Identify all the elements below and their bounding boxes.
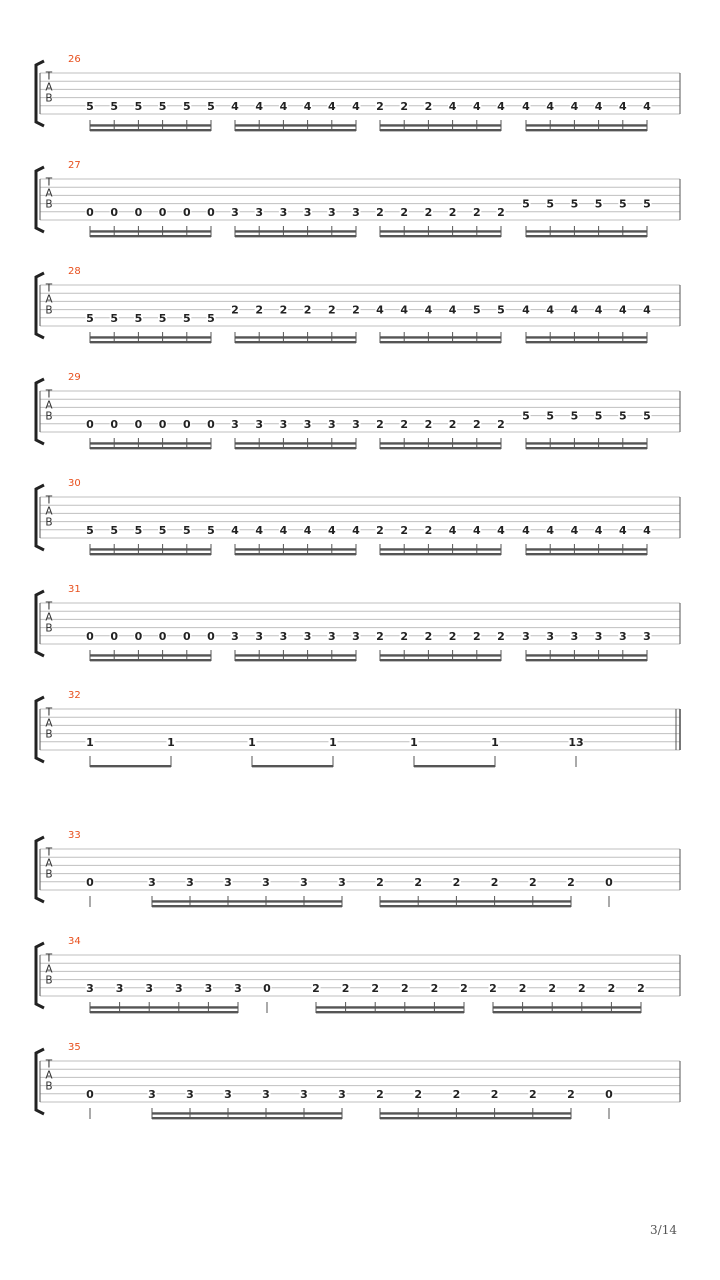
- fret-number: 0: [86, 417, 94, 431]
- fret-number: 4: [400, 303, 409, 317]
- note-group: [231, 206, 361, 237]
- fret-number: 2: [400, 99, 409, 113]
- fret-number: 4: [594, 99, 603, 113]
- note-group: [376, 630, 506, 661]
- tab-clef-letter: A: [45, 611, 53, 624]
- fret-number: 0: [182, 629, 191, 643]
- fret-number: 2: [376, 523, 384, 537]
- fret-number: 3: [352, 417, 360, 431]
- fret-number: 3: [174, 981, 183, 995]
- fret-number: 5: [497, 303, 505, 317]
- measure-number: 27: [68, 160, 81, 171]
- fret-number: 3: [303, 417, 312, 431]
- fret-number: 2: [255, 303, 264, 317]
- note-group: [86, 982, 243, 1013]
- fret-number: 0: [207, 205, 215, 219]
- tab-clef-letter: T: [45, 494, 53, 507]
- fret-number: 2: [376, 417, 384, 431]
- fret-number: 4: [522, 303, 530, 317]
- fret-number: 5: [570, 197, 579, 211]
- fret-number: 5: [110, 99, 119, 113]
- fret-number: 3: [145, 981, 154, 995]
- fret-number: 2: [312, 981, 320, 995]
- fret-number: 3: [618, 629, 627, 643]
- tab-clef-letter: B: [45, 622, 53, 635]
- fret-number: 3: [279, 205, 288, 219]
- note-group: [376, 1088, 576, 1119]
- measure-number: 28: [68, 266, 81, 277]
- fret-number: 2: [472, 629, 481, 643]
- fret-number: 5: [134, 523, 143, 537]
- fret-number: 13: [568, 735, 584, 749]
- fret-number: 4: [618, 303, 627, 317]
- fret-number: 0: [134, 205, 143, 219]
- note-group: [86, 206, 216, 237]
- fret-number: 2: [400, 981, 409, 995]
- fret-number: 4: [594, 303, 603, 317]
- note-group: [86, 100, 216, 131]
- fret-number: 0: [263, 981, 271, 995]
- note-group: [231, 100, 361, 131]
- fret-number: 3: [303, 205, 312, 219]
- fret-number: 0: [158, 629, 167, 643]
- fret-number: 5: [522, 197, 530, 211]
- fret-number: 2: [497, 417, 505, 431]
- fret-number: 4: [618, 523, 627, 537]
- fret-number: 0: [86, 1087, 94, 1101]
- fret-number: 2: [472, 205, 481, 219]
- fret-number: 5: [618, 409, 627, 423]
- fret-number: 2: [424, 417, 433, 431]
- tab-system: [36, 690, 680, 767]
- note-group: [86, 312, 216, 343]
- tab-clef-letter: B: [45, 198, 53, 211]
- note-group: [376, 524, 506, 555]
- fret-number: 2: [490, 1087, 499, 1101]
- fret-number: 5: [158, 311, 167, 325]
- note-group: [231, 418, 361, 449]
- fret-number: 5: [182, 311, 191, 325]
- fret-number: 3: [327, 417, 336, 431]
- fret-number: 5: [158, 523, 167, 537]
- fret-number: 2: [376, 99, 384, 113]
- tab-clef-letter: B: [45, 304, 53, 317]
- fret-number: 5: [134, 311, 143, 325]
- fret-number: 2: [341, 981, 350, 995]
- page-number: 3/14: [650, 1223, 677, 1237]
- tab-clef-letter: T: [45, 706, 53, 719]
- tab-system: [36, 54, 680, 131]
- fret-number: 0: [110, 629, 119, 643]
- fret-number: 3: [204, 981, 213, 995]
- tab-system: [36, 830, 680, 907]
- fret-number: 2: [279, 303, 288, 317]
- fret-number: 4: [327, 523, 336, 537]
- fret-number: 4: [327, 99, 336, 113]
- note-group: [489, 982, 646, 1013]
- fret-number: 4: [303, 99, 312, 113]
- note-group: [86, 1088, 95, 1119]
- tab-clef-letter: A: [45, 187, 53, 200]
- tab-system: [36, 936, 680, 1013]
- fret-number: 2: [518, 981, 527, 995]
- fret-number: 0: [182, 417, 191, 431]
- fret-number: 3: [300, 1087, 308, 1101]
- fret-number: 3: [86, 981, 94, 995]
- tab-system: [36, 160, 680, 237]
- note-group: [248, 736, 338, 767]
- note-group: [376, 876, 576, 907]
- tab-clef-letter: B: [45, 1080, 53, 1093]
- fret-number: 3: [262, 1087, 270, 1101]
- fret-number: 4: [448, 523, 457, 537]
- fret-number: 2: [371, 981, 380, 995]
- fret-number: 4: [570, 523, 579, 537]
- fret-number: 0: [207, 417, 215, 431]
- fret-number: 3: [231, 417, 239, 431]
- measure-number: 29: [68, 372, 81, 383]
- fret-number: 5: [594, 409, 603, 423]
- note-group: [522, 630, 652, 661]
- tab-clef-letter: T: [45, 282, 53, 295]
- note-group: [605, 1088, 614, 1119]
- fret-number: 4: [472, 99, 481, 113]
- fret-number: 4: [546, 303, 555, 317]
- fret-number: 5: [618, 197, 627, 211]
- note-group: [86, 418, 216, 449]
- tab-system: [36, 1042, 680, 1119]
- fret-number: 1: [491, 735, 499, 749]
- measure-number: 31: [68, 584, 81, 595]
- tab-clef-letter: T: [45, 388, 53, 401]
- fret-number: 3: [300, 875, 308, 889]
- tab-clef-letter: A: [45, 505, 53, 518]
- fret-number: 4: [497, 99, 505, 113]
- tab-clef-letter: T: [45, 846, 53, 859]
- fret-number: 3: [262, 875, 270, 889]
- note-group: [376, 418, 506, 449]
- tab-clef-letter: A: [45, 717, 53, 730]
- fret-number: 5: [158, 99, 167, 113]
- fret-number: 5: [522, 409, 530, 423]
- tab-clef-letter: B: [45, 974, 53, 987]
- measure-number: 35: [68, 1042, 81, 1053]
- fret-number: 2: [528, 875, 537, 889]
- fret-number: 2: [376, 1087, 384, 1101]
- fret-number: 2: [567, 875, 575, 889]
- fret-number: 3: [148, 1087, 156, 1101]
- note-group: [231, 524, 361, 555]
- fret-number: 3: [643, 629, 651, 643]
- fret-number: 5: [110, 311, 119, 325]
- fret-number: 0: [182, 205, 191, 219]
- fret-number: 3: [115, 981, 124, 995]
- fret-number: 4: [352, 523, 360, 537]
- fret-number: 2: [400, 205, 409, 219]
- measure-number: 32: [68, 690, 81, 701]
- note-group: [568, 736, 583, 767]
- fret-number: 3: [186, 875, 194, 889]
- fret-number: 4: [279, 523, 288, 537]
- tab-clef-letter: B: [45, 868, 53, 881]
- measure-number: 30: [68, 478, 81, 489]
- note-group: [605, 876, 614, 907]
- fret-number: 2: [460, 981, 468, 995]
- fret-number: 2: [424, 629, 433, 643]
- fret-number: 3: [303, 629, 312, 643]
- fret-number: 4: [231, 523, 239, 537]
- fret-number: 0: [605, 875, 613, 889]
- fret-number: 2: [528, 1087, 537, 1101]
- fret-number: 2: [303, 303, 312, 317]
- tab-clef-letter: T: [45, 1058, 53, 1071]
- fret-number: 4: [643, 99, 651, 113]
- fret-number: 2: [577, 981, 586, 995]
- note-group: [263, 982, 272, 1013]
- note-group: [86, 524, 216, 555]
- fret-number: 2: [376, 875, 384, 889]
- fret-number: 4: [472, 523, 481, 537]
- tab-clef-letter: A: [45, 963, 53, 976]
- fret-number: 5: [594, 197, 603, 211]
- fret-number: 3: [279, 417, 288, 431]
- fret-number: 3: [231, 205, 239, 219]
- fret-number: 2: [448, 417, 457, 431]
- tab-clef-letter: B: [45, 410, 53, 423]
- tab-clef-letter: T: [45, 176, 53, 189]
- measure-number: 26: [68, 54, 81, 65]
- fret-number: 5: [86, 523, 94, 537]
- tab-clef-letter: T: [45, 600, 53, 613]
- fret-number: 3: [224, 875, 232, 889]
- fret-number: 4: [303, 523, 312, 537]
- fret-number: 4: [255, 523, 264, 537]
- fret-number: 4: [594, 523, 603, 537]
- tab-clef-letter: A: [45, 293, 53, 306]
- fret-number: 0: [158, 417, 167, 431]
- note-group: [522, 100, 652, 131]
- fret-number: 4: [448, 303, 457, 317]
- fret-number: 2: [327, 303, 336, 317]
- fret-number: 0: [110, 417, 119, 431]
- fret-number: 1: [410, 735, 418, 749]
- fret-number: 3: [338, 875, 346, 889]
- fret-number: 2: [452, 875, 461, 889]
- measure-number: 33: [68, 830, 81, 841]
- fret-number: 5: [182, 99, 191, 113]
- fret-number: 2: [607, 981, 616, 995]
- fret-number: 3: [352, 205, 360, 219]
- fret-number: 0: [158, 205, 167, 219]
- fret-number: 3: [255, 417, 264, 431]
- fret-number: 2: [400, 523, 409, 537]
- fret-number: 3: [338, 1087, 346, 1101]
- fret-number: 2: [400, 417, 409, 431]
- fret-number: 2: [548, 981, 557, 995]
- measure-number: 34: [68, 936, 81, 947]
- fret-number: 1: [329, 735, 337, 749]
- fret-number: 3: [186, 1087, 194, 1101]
- fret-number: 4: [279, 99, 288, 113]
- fret-number: 4: [352, 99, 360, 113]
- note-group: [376, 206, 506, 237]
- fret-number: 0: [110, 205, 119, 219]
- fret-number: 3: [594, 629, 603, 643]
- fret-number: 2: [231, 303, 239, 317]
- fret-number: 2: [489, 981, 497, 995]
- fret-number: 1: [248, 735, 256, 749]
- fret-number: 3: [255, 629, 264, 643]
- fret-number: 1: [167, 735, 175, 749]
- fret-number: 2: [376, 629, 384, 643]
- fret-number: 3: [255, 205, 264, 219]
- fret-number: 3: [546, 629, 555, 643]
- fret-number: 4: [546, 523, 555, 537]
- tab-system: [36, 584, 680, 661]
- fret-number: 5: [86, 311, 94, 325]
- fret-number: 2: [497, 205, 505, 219]
- fret-number: 4: [255, 99, 264, 113]
- tab-clef-letter: T: [45, 952, 53, 965]
- fret-number: 5: [182, 523, 191, 537]
- fret-number: 2: [637, 981, 645, 995]
- fret-number: 5: [643, 409, 651, 423]
- fret-number: 4: [497, 523, 505, 537]
- fret-number: 5: [207, 311, 215, 325]
- fret-number: 4: [522, 99, 530, 113]
- tab-clef-letter: A: [45, 1069, 53, 1082]
- fret-number: 2: [452, 1087, 461, 1101]
- fret-number: 3: [231, 629, 239, 643]
- tab-clef-letter: B: [45, 92, 53, 105]
- note-group: [86, 876, 95, 907]
- note-group: [86, 630, 216, 661]
- fret-number: 2: [352, 303, 360, 317]
- fret-number: 2: [567, 1087, 575, 1101]
- fret-number: 2: [430, 981, 439, 995]
- fret-number: 3: [224, 1087, 232, 1101]
- fret-number: 5: [110, 523, 119, 537]
- fret-number: 4: [643, 303, 651, 317]
- fret-number: 3: [327, 629, 336, 643]
- note-group: [312, 982, 469, 1013]
- fret-number: 3: [279, 629, 288, 643]
- fret-number: 5: [207, 523, 215, 537]
- fret-number: 2: [497, 629, 505, 643]
- fret-number: 3: [570, 629, 579, 643]
- note-group: [410, 736, 500, 767]
- tab-system: [36, 478, 680, 555]
- fret-number: 2: [424, 523, 433, 537]
- fret-number: 3: [522, 629, 530, 643]
- fret-number: 0: [86, 205, 94, 219]
- tab-clef-letter: A: [45, 399, 53, 412]
- fret-number: 4: [231, 99, 239, 113]
- fret-number: 5: [570, 409, 579, 423]
- fret-number: 4: [570, 303, 579, 317]
- fret-number: 5: [546, 197, 555, 211]
- fret-number: 0: [86, 629, 94, 643]
- note-group: [148, 876, 347, 907]
- fret-number: 2: [400, 629, 409, 643]
- tab-clef-letter: A: [45, 81, 53, 94]
- tab-clef-letter: A: [45, 857, 53, 870]
- fret-number: 2: [424, 205, 433, 219]
- fret-number: 4: [522, 523, 530, 537]
- fret-number: 3: [234, 981, 242, 995]
- note-group: [522, 524, 652, 555]
- tab-clef-letter: T: [45, 70, 53, 83]
- note-group: [86, 736, 176, 767]
- fret-number: 4: [643, 523, 651, 537]
- fret-number: 1: [86, 735, 94, 749]
- fret-number: 5: [134, 99, 143, 113]
- note-group: [148, 1088, 347, 1119]
- fret-number: 2: [490, 875, 499, 889]
- fret-number: 3: [352, 629, 360, 643]
- fret-number: 0: [86, 875, 94, 889]
- fret-number: 0: [605, 1087, 613, 1101]
- fret-number: 3: [148, 875, 156, 889]
- fret-number: 2: [414, 1087, 423, 1101]
- fret-number: 2: [424, 99, 433, 113]
- note-group: [376, 100, 506, 131]
- fret-number: 5: [86, 99, 94, 113]
- fret-number: 5: [207, 99, 215, 113]
- fret-number: 2: [472, 417, 481, 431]
- tab-system: [36, 372, 680, 449]
- fret-number: 0: [134, 629, 143, 643]
- fret-number: 5: [472, 303, 481, 317]
- fret-number: 4: [618, 99, 627, 113]
- tab-clef-letter: B: [45, 728, 53, 741]
- fret-number: 2: [448, 205, 457, 219]
- note-group: [231, 630, 361, 661]
- fret-number: 3: [327, 205, 336, 219]
- fret-number: 4: [570, 99, 579, 113]
- fret-number: 4: [448, 99, 457, 113]
- fret-number: 2: [414, 875, 423, 889]
- fret-number: 2: [376, 205, 384, 219]
- fret-number: 4: [546, 99, 555, 113]
- fret-number: 4: [376, 303, 384, 317]
- fret-number: 5: [546, 409, 555, 423]
- fret-number: 4: [424, 303, 433, 317]
- tab-clef-letter: B: [45, 516, 53, 529]
- fret-number: 0: [207, 629, 215, 643]
- fret-number: 0: [134, 417, 143, 431]
- fret-number: 5: [643, 197, 651, 211]
- tab-system: [36, 266, 680, 343]
- fret-number: 2: [448, 629, 457, 643]
